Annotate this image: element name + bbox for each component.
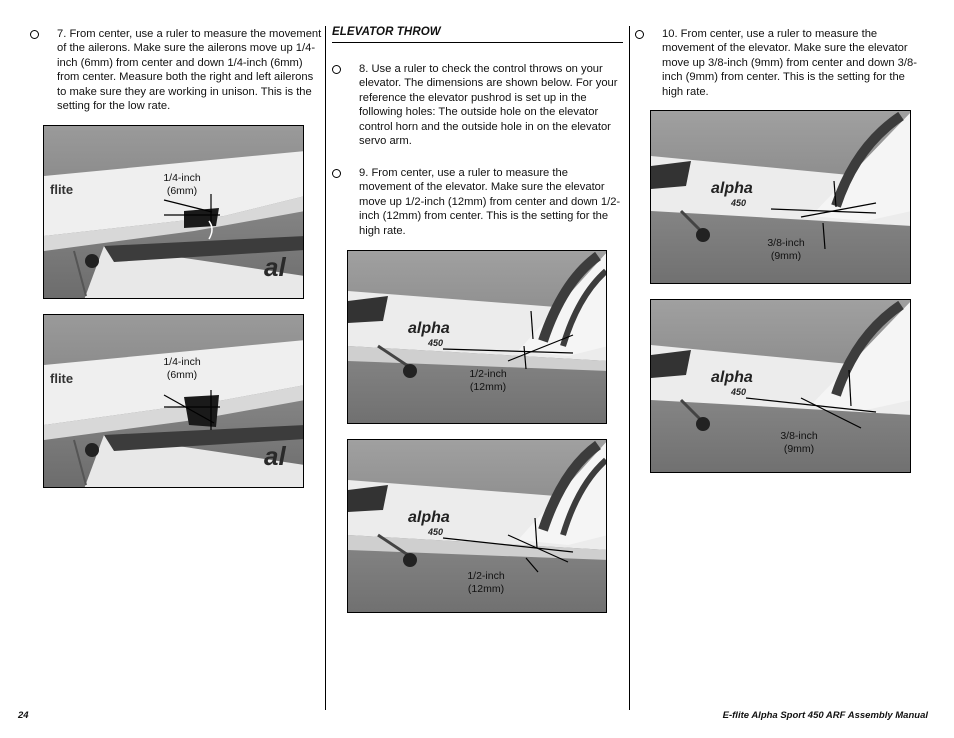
step-7-text: 7. From center, use a ruler to measure the movement of the ailerons. Make sure the ailerons move up 1/4-inch (6mm) from center and down 1/4-inch (6mm) from center. Measure both the right and left ailerons to make sure they are working in unison. This is the setting for the low rate. bbox=[57, 28, 322, 113]
svg-text:alpha: alpha bbox=[711, 369, 753, 386]
section-heading: ELEVATOR THROW bbox=[332, 26, 441, 38]
svg-text:450: 450 bbox=[428, 527, 444, 537]
elevator-high-up-photo bbox=[650, 110, 911, 284]
step-9-text: 9. From center, use a ruler to measure the movement of the elevator. Make sure the elevator move up 1/2-inch (12mm) from center and down 1/2-inch (12mm) from center. This is the setting for the high rate. bbox=[359, 167, 621, 237]
svg-text:450: 450 bbox=[731, 387, 747, 397]
svg-text:al: al bbox=[264, 252, 286, 282]
photo-callout: 3/8-inch (9mm) bbox=[780, 430, 818, 455]
svg-text:alpha: alpha bbox=[711, 180, 753, 197]
aileron-up-photo bbox=[43, 125, 304, 299]
svg-text:al: al bbox=[264, 441, 286, 471]
photo-callout: 1/4-inch (6mm) bbox=[163, 172, 201, 197]
step-10-text: 10. From center, use a ruler to measure the movement of the elevator. Make sure the elevator move up 3/8-inch (9mm) from center and down 3/8-inch (9mm) from center. This is the setting for the high rate. bbox=[662, 28, 917, 98]
manual-title: E-flite Alpha Sport 450 ARF Assembly Manual bbox=[722, 710, 928, 721]
aileron-down-photo bbox=[43, 314, 304, 488]
photo-callout: 1/4-inch (6mm) bbox=[163, 356, 201, 381]
checkbox-circle-icon[interactable] bbox=[30, 30, 39, 39]
svg-text:450: 450 bbox=[428, 338, 444, 348]
elevator-up-photo bbox=[347, 250, 607, 424]
aileron-up-illustration bbox=[44, 126, 304, 299]
svg-text:450: 450 bbox=[731, 198, 747, 208]
checkbox-circle-icon[interactable] bbox=[332, 169, 341, 178]
photo-callout: 1/2-inch (12mm) bbox=[469, 368, 507, 393]
checkbox-circle-icon[interactable] bbox=[635, 30, 644, 39]
column-divider bbox=[629, 26, 630, 710]
column-divider bbox=[325, 26, 326, 710]
svg-text:flite: flite bbox=[50, 371, 74, 386]
step-8-text: 8. Use a ruler to check the control throws on your elevator. The dimensions are shown below. For your reference the elevator pushrod is set up in the following holes: The outside hole on the elevator control horn and the outside hole in on the elevator servo arm. bbox=[359, 63, 618, 148]
elevator-down-photo bbox=[347, 439, 607, 613]
svg-text:flite: flite bbox=[50, 182, 74, 197]
checkbox-circle-icon[interactable] bbox=[332, 65, 341, 74]
svg-text:alpha: alpha bbox=[408, 509, 450, 526]
svg-text:alpha: alpha bbox=[408, 320, 450, 337]
elevator-high-down-photo bbox=[650, 299, 911, 473]
photo-callout: 3/8-inch (9mm) bbox=[767, 237, 805, 262]
page-number: 24 bbox=[18, 710, 29, 721]
elevator-up-illustration bbox=[348, 251, 607, 424]
photo-callout: 1/2-inch (12mm) bbox=[467, 570, 505, 595]
heading-rule bbox=[332, 42, 623, 43]
aileron-down-illustration bbox=[44, 315, 304, 488]
